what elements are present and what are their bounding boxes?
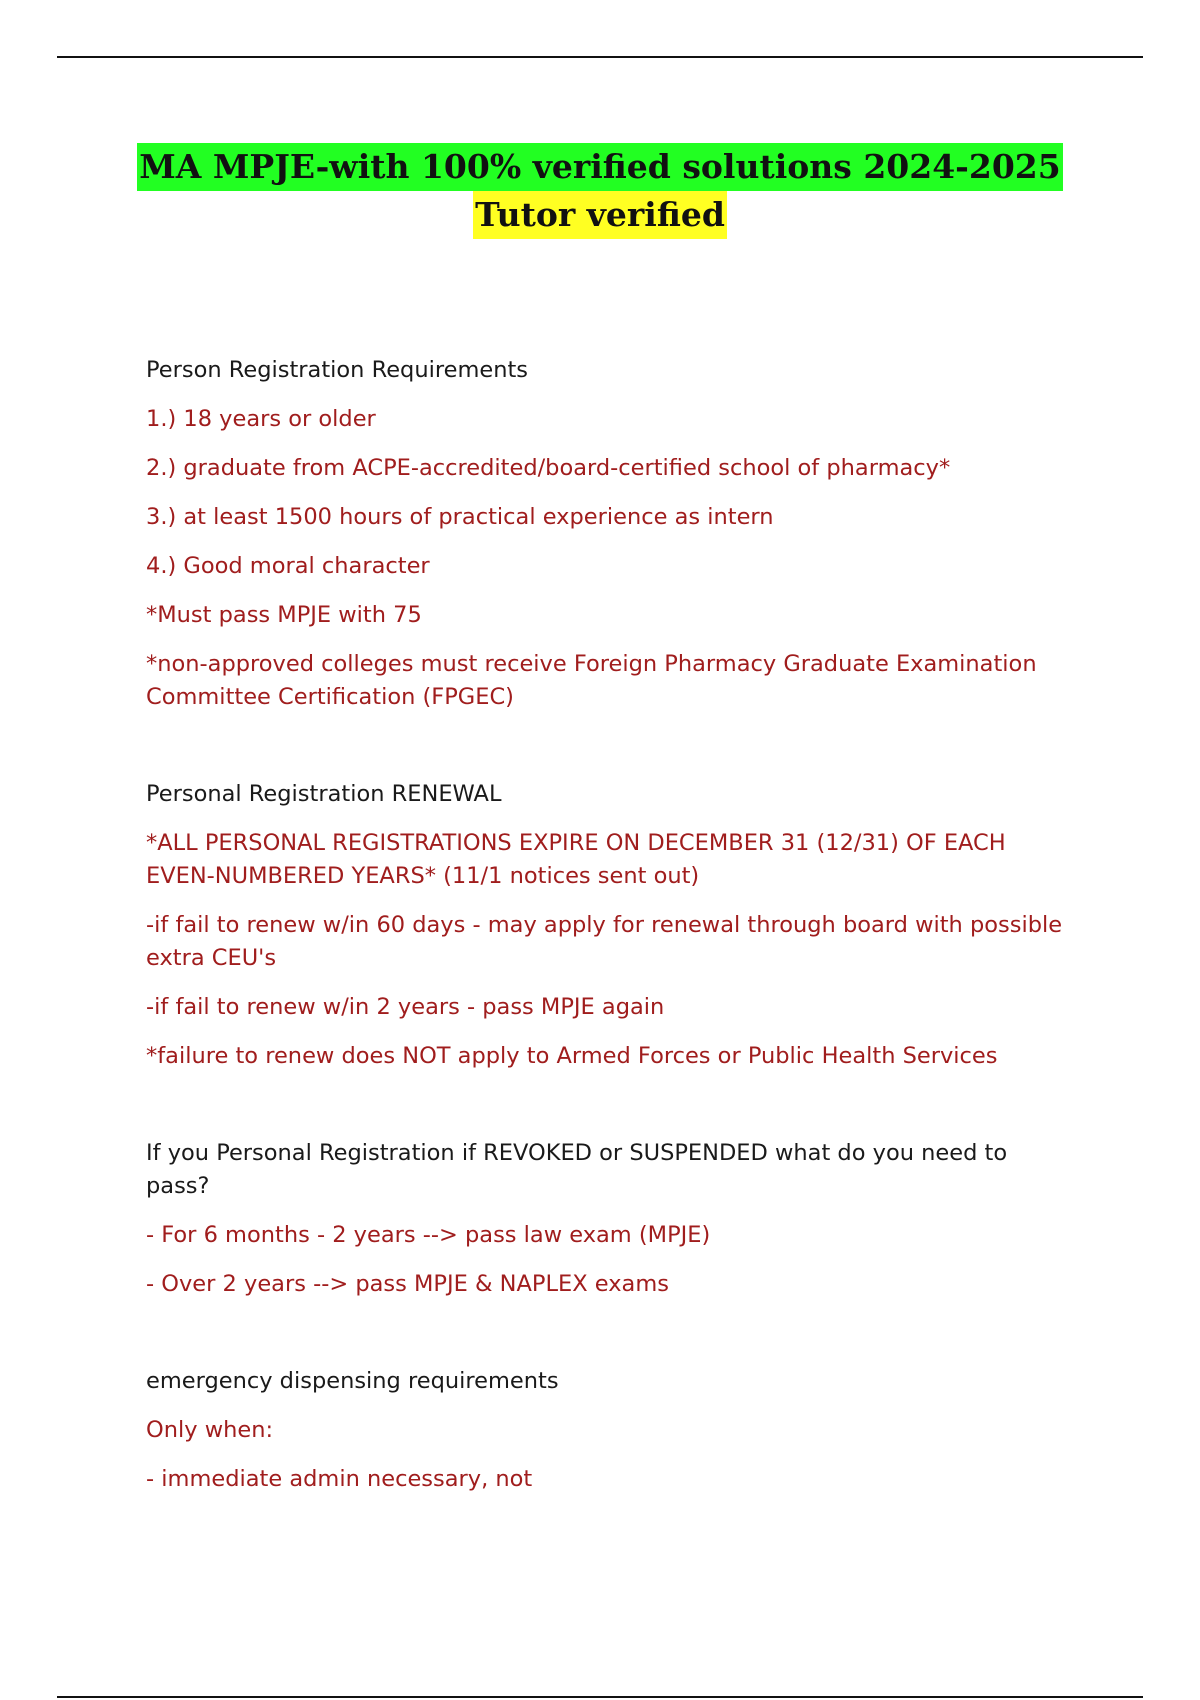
title-line-1: MA MPJE-with 100% verified solutions 2024-2025 [137, 143, 1062, 191]
flashcard-list [146, 354, 1066, 1496]
answer-line: -if fail to renew w/in 60 days - may apply for renewal through board with possible extra CEU's [146, 912, 1063, 971]
answer-line: *failure to renew does NOT apply to Armed Forces or Public Health Services [146, 1043, 998, 1069]
answer-line: 2.) graduate from ACPE-accredited/board-certified school of pharmacy* [146, 455, 951, 481]
flashcard-emergency-dispensing [146, 1365, 1066, 1496]
bottom-rule [57, 1696, 1143, 1698]
answer-line: *Must pass MPJE with 75 [146, 602, 422, 628]
document-title [0, 143, 1200, 239]
question-text: If you Personal Registration if REVOKED or SUSPENDED what do you need to pass? [146, 1140, 1008, 1199]
flashcard-revoked-suspended [146, 1137, 1066, 1301]
answer-line: 4.) Good moral character [146, 553, 430, 579]
flashcard-registration-renewal [146, 778, 1066, 1073]
answer-line: Only when: [146, 1417, 274, 1443]
title-line-2: Tutor verified [473, 191, 727, 239]
question-text: Person Registration Requirements [146, 357, 529, 383]
answer-line: - For 6 months - 2 years --> pass law exam (MPJE) [146, 1222, 711, 1248]
top-rule [57, 56, 1143, 58]
question-text: Personal Registration RENEWAL [146, 781, 502, 807]
answer-line: 3.) at least 1500 hours of practical experience as intern [146, 504, 774, 530]
answer-line: *ALL PERSONAL REGISTRATIONS EXPIRE ON DECEMBER 31 (12/31) OF EACH EVEN-NUMBERED YEARS* (11/1 notices sent out) [146, 830, 1006, 889]
answer-line: -if fail to renew w/in 2 years - pass MPJE again [146, 994, 665, 1020]
answer-line: - Over 2 years --> pass MPJE & NAPLEX exams [146, 1271, 669, 1297]
question-text: emergency dispensing requirements [146, 1368, 559, 1394]
answer-line: *non-approved colleges must receive Foreign Pharmacy Graduate Examination Committee Certification (FPGEC) [146, 651, 1037, 710]
answer-line: 1.) 18 years or older [146, 406, 376, 432]
answer-line: - immediate admin necessary, not [146, 1466, 533, 1492]
flashcard-person-registration [146, 354, 1066, 714]
